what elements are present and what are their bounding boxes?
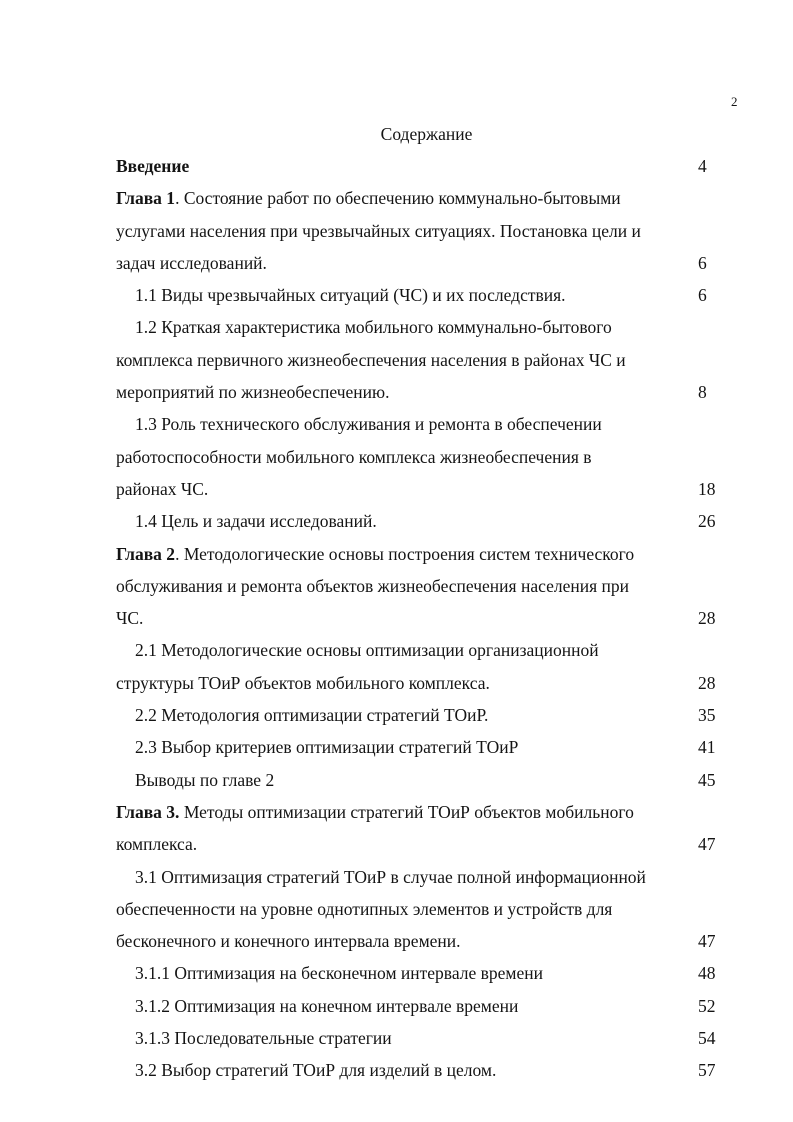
toc-entry-3-1-3[interactable] xyxy=(0,1022,793,1054)
toc-page-number: 28 xyxy=(698,672,716,693)
toc-page-number: 47 xyxy=(698,931,716,952)
toc-text: структуры ТОиР объектов мобильного комплекса. xyxy=(116,672,490,693)
toc-entry-1-3[interactable] xyxy=(0,408,793,505)
toc-text: обеспеченности на уровне однотипных элементов и устройств для xyxy=(116,898,613,919)
page-title: Содержание xyxy=(380,124,473,144)
toc-entry-3-1-1[interactable] xyxy=(0,957,793,989)
toc-text: Выводы по главе 2 xyxy=(135,769,275,790)
toc-text: услугами населения при чрезвычайных ситуациях. Постановка цели и xyxy=(116,220,641,241)
toc-text: ЧС. xyxy=(116,608,144,629)
toc-entry-1-2[interactable] xyxy=(0,311,793,408)
toc-entry-3-1-2[interactable] xyxy=(0,990,793,1022)
toc-page-number: 57 xyxy=(698,1060,716,1081)
toc-text: 1.1 Виды чрезвычайных ситуаций (ЧС) и их последствия. xyxy=(135,285,566,306)
toc-page-number: 41 xyxy=(698,737,716,758)
toc-entry-2-1[interactable] xyxy=(0,634,793,699)
toc-label: Глава 1 xyxy=(116,188,176,209)
toc-text: 2.3 Выбор критериев оптимизации стратегий ТОиР xyxy=(135,737,519,758)
toc-page-number: 52 xyxy=(698,995,716,1016)
toc-entry-2-2[interactable] xyxy=(0,699,793,731)
toc-page-number: 6 xyxy=(698,252,707,273)
toc-text: 1.3 Роль технического обслуживания и ремонта в обеспечении xyxy=(135,414,602,435)
table-of-contents xyxy=(0,150,793,1087)
toc-entry-1-4[interactable] xyxy=(0,505,793,537)
toc-page-number: 18 xyxy=(698,478,716,499)
toc-label: Введение xyxy=(116,156,190,176)
toc-entry-2-3[interactable] xyxy=(0,731,793,763)
toc-text: обслуживания и ремонта объектов жизнеобеспечения населения при xyxy=(116,575,629,596)
toc-page-number: 6 xyxy=(698,285,707,306)
toc-text: Методы оптимизации стратегий ТОиР объектов мобильного xyxy=(179,801,634,822)
toc-text: 1.4 Цель и задачи исследований. xyxy=(135,511,377,532)
toc-entry-3-1[interactable] xyxy=(0,861,793,958)
toc-entry-chapter-1[interactable] xyxy=(0,182,793,279)
toc-entry-chapter-2[interactable] xyxy=(0,538,793,635)
toc-entry-3-2[interactable] xyxy=(0,1054,793,1086)
toc-page-number: 47 xyxy=(698,834,716,855)
toc-text: 3.1 Оптимизация стратегий ТОиР в случае полной информационной xyxy=(135,866,646,887)
toc-entry-chapter-2-conclusions[interactable] xyxy=(0,764,793,796)
toc-text: бесконечного и конечного интервала времени. xyxy=(116,931,461,952)
toc-text: работоспособности мобильного комплекса жизнеобеспечения в xyxy=(116,446,592,467)
toc-page-number: 48 xyxy=(698,963,716,984)
toc-text: . Методологические основы построения систем технического xyxy=(175,543,635,564)
toc-text: задач исследований. xyxy=(116,252,267,273)
toc-page-number: 26 xyxy=(698,511,716,532)
toc-entry-chapter-3[interactable] xyxy=(0,796,793,861)
toc-text: 2.2 Методология оптимизации стратегий ТОиР. xyxy=(135,705,489,726)
toc-text: мероприятий по жизнеобеспечению. xyxy=(116,382,390,403)
toc-text: 3.1.3 Последовательные стратегии xyxy=(135,1028,392,1049)
toc-text: 3.1.1 Оптимизация на бесконечном интервале времени xyxy=(135,963,543,984)
toc-text: . Состояние работ по обеспечению коммунально-бытовыми xyxy=(175,188,621,209)
toc-text: районах ЧС. xyxy=(116,478,209,499)
toc-label: Глава 2 xyxy=(116,543,176,564)
toc-page-number: 8 xyxy=(698,382,707,403)
toc-page-number: 28 xyxy=(698,608,716,629)
page-number: 2 xyxy=(731,94,738,109)
toc-page-number: 35 xyxy=(698,705,716,726)
toc-text: комплекса. xyxy=(116,834,198,855)
toc-page-number: 45 xyxy=(698,769,716,790)
toc-label: Глава 3. xyxy=(116,801,180,822)
toc-entry-introduction[interactable] xyxy=(0,150,793,182)
toc-page-number: 54 xyxy=(698,1028,716,1049)
toc-text: 2.1 Методологические основы оптимизации организационной xyxy=(135,640,599,661)
toc-text: 3.1.2 Оптимизация на конечном интервале времени xyxy=(135,995,519,1016)
toc-text: комплекса первичного жизнеобеспечения населения в районах ЧС и xyxy=(116,349,626,370)
toc-text: 1.2 Краткая характеристика мобильного коммунально-бытового xyxy=(135,317,612,338)
toc-text: 3.2 Выбор стратегий ТОиР для изделий в целом. xyxy=(135,1060,497,1081)
toc-entry-1-1[interactable] xyxy=(0,279,793,311)
toc-page-number: 4 xyxy=(698,156,707,176)
